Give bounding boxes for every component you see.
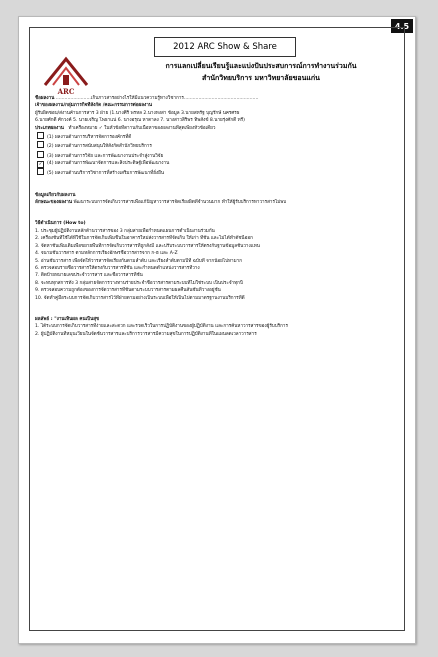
option-3[interactable] — [35, 151, 397, 160]
step-item: 8. จะทบทุกสการทั้ง 3 กลุ่มสายจัดการวางทานร่ายประจำชื่อวารสารตามระบบที่ไม่ใช่ระบบ เป็นประจำทุกปี — [35, 280, 243, 286]
owner-label: เจ้าของผลงาน/กลุ่มภารกิจที่สังกัด /คณะกรรมการต่อผลงาน — [35, 103, 153, 109]
option-label: (4) ผลงานด้านการพัฒนาจัดการและสิ่งประดิษฐ์เพื่อพัฒนางาน — [47, 161, 170, 167]
summary-label: ลักษณะของผลงาน — [35, 200, 72, 206]
option-label: (5) ผลงานด้านบริการวิชาการที่สร้างเสริมการพัฒนาที่ยั่งยืน — [47, 171, 164, 177]
step-item: 3. จัดหาชั้นเพิ่มเติมเพื่อขยายพื้นที่การจัดเก็บวารสารที่ถูกสั่งมี และปรับระบบวารสารให้ตรงกับฐานข้อมูลชั้นวางแทน — [35, 243, 260, 249]
arc-logo — [41, 55, 91, 91]
summary-row — [35, 199, 397, 206]
result-item: 1. ได้ระบบการจัดเก็บวารสารที่ง่ายและสะดวก และรวดเร็วในการปฏิบัติงานของผู้ปฏิบัติงาน และการค้นหาวารสารของผู้รับบริการ — [35, 324, 288, 330]
document-page — [18, 16, 416, 644]
step-item: 1. ประชุมผู้ปฏิบัติงานหลักด้านวารสารของ 3 กลุ่มสายเพื่อกำหนดแผนการดำเนินงานร่วมกัน — [35, 228, 215, 234]
result-item: 2. ผู้ปฏิบัติงานที่หมุนเวียนในจัดชั้นวารสารและบริการวารสารมีความสุขในการปฏิบัติงานที่ในแผนลดเวลาวารสาร — [35, 331, 257, 337]
form-title: 2012 ARC Show & Share — [154, 37, 296, 57]
step-item: 6. ตรวจสอบรายชื่อวารสารให้ตรงกับวารสารที่ชั้น และกำหนดตำแหน่งวารสารที่วาง — [35, 265, 200, 271]
type-row — [35, 125, 397, 132]
option-4[interactable] — [35, 160, 397, 168]
type-hint: ทำเครื่องหมาย ✓ ในหัวข้อที่ดาานกับเนื้อหาของผลงานที่สุดเพียงหัวข้อเดียว — [68, 125, 216, 131]
page-number: 4.5 — [391, 19, 413, 33]
type-label: ประเภทผลงาน — [35, 125, 64, 131]
result-heading: ผลลัพธ์ : "งานเห็นผล คนเป็นสุข — [35, 316, 100, 322]
option-5[interactable] — [35, 168, 397, 177]
option-1[interactable] — [35, 132, 397, 141]
work-name-row — [35, 95, 397, 102]
form-content — [35, 95, 397, 338]
owner-line-1: ผู้รับผิดชอบ/ส่งานค้านการสาร 3 ฝ่าย (1.นางศิริ พรหล 2.นางหงสา ข้อมูล 3.นายสหรัฐ บุญรักษ์ นครศรธ — [35, 110, 240, 116]
info-heading: ข้อมูลเกี่ยวกับผลงาน — [35, 192, 76, 198]
step-item: 5. อ่านชั้นวารสาร เพื่อจัดให้วารสารจัดเรียงกันตามลำดับ และเรียงลำดับตามปีที่ ฉบับที่ จากน้อยไปหามาก — [35, 258, 243, 264]
owner-line-2: 6.นายศักดิ์ ศักวงค์ 5. นายเจริญ โพธาแน่ 6. นางอรุณ หาดาลง 7. นางสาวสิริพร ทิพสังข์ 8.นายรุ่งศักดิ์ ทรี) — [35, 118, 245, 124]
checkbox-icon[interactable] — [37, 151, 44, 158]
step-item: 2. เครื่องชั้นที่ใช้ได้ที่ใช้ในการจัดเก็บเพิ่มขึ้นในอาคารใหม่ส่งวารสารที่จัดเก็บ ให้เก่า ที่ชั้น และไม่ได้ทำดัชนีออก — [35, 236, 253, 242]
step-item: 9. ตรวจสอบความถูกต้องของการจัดวารสารที่ชั้นตามระบบวารสารตามผลคืนสันชั้นที่วางอยู่ชั้น — [35, 288, 221, 294]
work-name-value: ........................เก็บภาวสารอย่างไรให้มีแนวความรู้ทางวิชาการ................................................... — [55, 96, 259, 101]
step-item: 10. จัดทำคู่มือระบบการจัดเก็บวารสารไว้ที่ฝ่ายตามอย่างเป็นระบบเพื่อให้เป็นไปตามมาตรฐานงานบริการที่ดี — [35, 295, 245, 301]
logo-label: ARC — [57, 87, 75, 96]
checkbox-icon[interactable] — [37, 132, 44, 139]
option-label: (1) ผลงานด้านการบริหารจัดการองค์กรที่ดี — [47, 135, 132, 141]
method-heading: วิธีดำเนินการ (How to) — [35, 221, 86, 227]
checkbox-icon[interactable] — [37, 168, 44, 175]
heading-line-2: สำนักวิทยบริการ มหาวิทยาลัยขอนแก่น — [202, 74, 320, 82]
step-item: 7. ติดป้ายหมายเลขประจำวารสาร และชื่อวารสารที่ชั้น — [35, 273, 143, 279]
checkbox-icon[interactable] — [37, 141, 44, 148]
summary-text: พัฒนาระบบการจัดเก็บวารสารเพื่อแก้ปัญหาวารสารจัดเรียงผิดที่จำนวนมาก ทำให้ผู้รับบริการหาวารสารไม่พบ — [73, 200, 287, 206]
checkbox-checked-icon[interactable]: ✓ — [38, 162, 43, 168]
step-item: 4. จนามชั้นวารสาร ตามหลักการเรียงอักษรชื่อวารสารจาก ก-ฮ และ A-Z — [35, 251, 178, 257]
heading-line-1: การแลกเปลี่ยนเรียนรู้และแบ่งปันประสบการณ์การทำงานร่วมกัน — [165, 62, 357, 70]
option-label: (3) ผลงานด้านการวิจัย และการพัฒนางานประจำสู่งานวิจัย — [47, 153, 164, 159]
option-2[interactable] — [35, 141, 397, 150]
work-name-label: ชื่อผลงาน — [35, 96, 55, 101]
option-label: (2) ผลงานด้านการสนับสนุนให้สังกัดสำนักวิทยบริการ — [47, 144, 152, 150]
